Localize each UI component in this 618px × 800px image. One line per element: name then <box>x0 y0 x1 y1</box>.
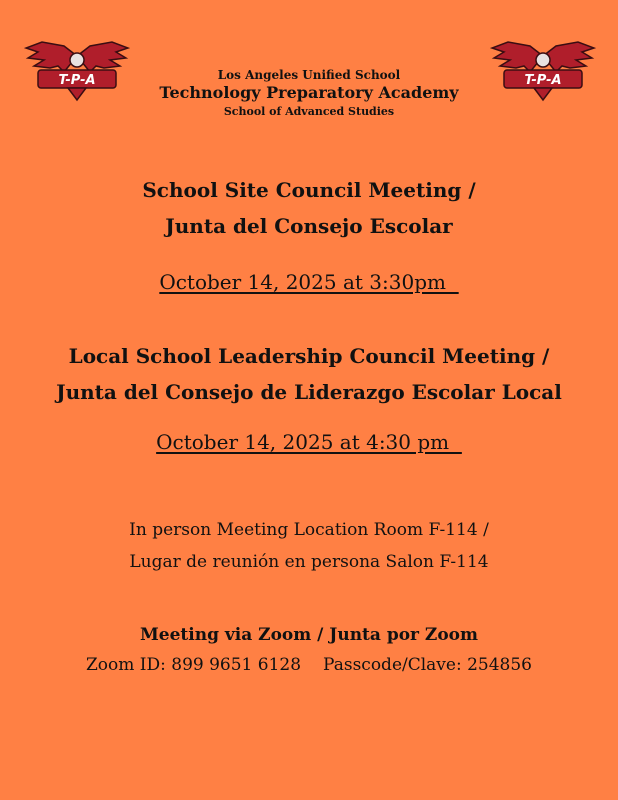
ssc-title-line2: Junta del Consejo Escolar <box>165 214 453 238</box>
lslc-meeting-date-block <box>0 430 618 454</box>
school-header <box>0 68 618 120</box>
lslc-title-line2: Junta del Consejo de Liderazgo Escolar Local <box>56 380 562 404</box>
zoom-info <box>0 620 618 680</box>
zoom-credentials <box>0 650 618 680</box>
school-name: Technology Preparatory Academy <box>159 83 459 102</box>
ssc-meeting-date: October 14, 2025 at 3:30pm <box>159 270 459 294</box>
school-subtitle: School of Advanced Studies <box>223 105 395 118</box>
lslc-meeting-title <box>0 338 618 410</box>
zoom-title: Meeting via Zoom / Junta por Zoom <box>139 625 479 645</box>
lslc-title-line1: Local School Leadership Council Meeting / <box>68 344 550 368</box>
location-line1: In person Meeting Location Room F-114 / <box>129 520 489 540</box>
logo-text: T-P-A <box>58 73 96 88</box>
lslc-meeting-date: October 14, 2025 at 4:30 pm <box>156 430 462 454</box>
zoom-passcode: Passcode/Clave: 254856 <box>323 655 533 675</box>
zoom-id: Zoom ID: 899 9651 6128 <box>85 655 302 675</box>
location-line2: Lugar de reunión en persona Salon F-114 <box>129 552 489 572</box>
ssc-meeting-date-block <box>0 270 618 294</box>
logo-text: T-P-A <box>524 73 562 88</box>
ssc-title-line1: School Site Council Meeting / <box>142 178 476 202</box>
ssc-meeting-title <box>0 172 618 244</box>
district-name: Los Angeles Unified School <box>217 68 401 82</box>
meeting-location <box>0 514 618 578</box>
